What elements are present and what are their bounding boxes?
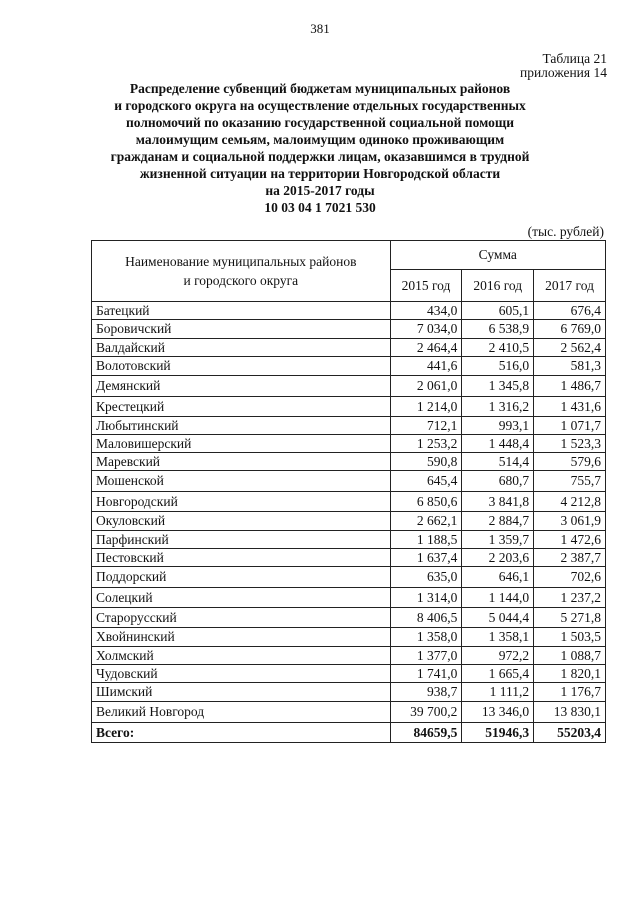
district-name-cell: Боровичский: [92, 320, 391, 339]
amount-cell-2017: 1 486,7: [534, 376, 606, 397]
table-row: [92, 683, 606, 702]
amount-cell-2015: 8 406,5: [390, 608, 462, 628]
amount-cell-2015: 635,0: [390, 567, 462, 588]
table-row: [92, 339, 606, 357]
table-row: [92, 320, 606, 339]
amount-cell-2016: 516,0: [462, 357, 534, 376]
amount-cell-2016: 1 316,2: [462, 397, 534, 417]
amount-cell-2015: 2 662,1: [390, 512, 462, 531]
table-row: [92, 588, 606, 608]
amount-cell-2015: 1 214,0: [390, 397, 462, 417]
district-name-cell: Волотовский: [92, 357, 391, 376]
page-number: 381: [310, 21, 330, 36]
district-name-cell: Шимский: [92, 683, 391, 702]
district-name-cell: Солецкий: [92, 588, 391, 608]
amount-cell-2016: 646,1: [462, 567, 534, 588]
district-name-cell: Окуловский: [92, 512, 391, 531]
amount-cell-2017: 579,6: [534, 453, 606, 471]
amount-cell-2017: 1 523,3: [534, 435, 606, 453]
title-line: гражданам и социальной поддержки лицам, оказавшимся в трудной: [110, 149, 530, 164]
district-name-cell: Хвойнинский: [92, 628, 391, 647]
district-name-cell: Старорусский: [92, 608, 391, 628]
district-name-cell: Поддорский: [92, 567, 391, 588]
amount-cell-2017: 2 387,7: [534, 549, 606, 567]
amount-cell-2016: 1 448,4: [462, 435, 534, 453]
header-name-line2: и городского округа: [183, 273, 299, 288]
title-line: полномочий по оказанию государственной социальной помощи: [125, 115, 515, 130]
district-name-cell: Демянский: [92, 376, 391, 397]
district-name-cell: Новгородский: [92, 492, 391, 512]
total-cell-2017: 55203,4: [534, 723, 606, 743]
table-ref-line2: приложения 14: [519, 65, 607, 80]
header-sum: Сумма: [390, 241, 605, 270]
amount-cell-2017: 676,4: [534, 302, 606, 320]
amount-cell-2016: 2 884,7: [462, 512, 534, 531]
title-line: малоимущим семьям, малоимущим одиноко проживающим: [135, 132, 505, 147]
table-row: [92, 417, 606, 435]
amount-cell-2017: 581,3: [534, 357, 606, 376]
table-row: [92, 397, 606, 417]
table-row: [92, 471, 606, 492]
amount-cell-2017: 1 088,7: [534, 647, 606, 665]
amount-cell-2017: 1 820,1: [534, 665, 606, 683]
title-line: и городского округа на осуществление отдельных государственных: [114, 98, 526, 113]
district-name-cell: Чудовский: [92, 665, 391, 683]
total-row: [92, 723, 606, 743]
district-name-cell: Батецкий: [92, 302, 391, 320]
table-reference: [520, 52, 607, 80]
amount-cell-2015: 1 188,5: [390, 531, 462, 549]
table-row: [92, 608, 606, 628]
header-name: [92, 241, 391, 302]
amount-cell-2017: 755,7: [534, 471, 606, 492]
amount-cell-2017: 1 503,5: [534, 628, 606, 647]
table-row: [92, 376, 606, 397]
total-cell-2016: 51946,3: [462, 723, 534, 743]
district-name-cell: Мошенской: [92, 471, 391, 492]
amount-cell-2016: 13 346,0: [462, 702, 534, 723]
header-year-2017: 2017 год: [534, 270, 606, 302]
table-row: [92, 549, 606, 567]
amount-cell-2016: 1 111,2: [462, 683, 534, 702]
amount-cell-2016: 2 410,5: [462, 339, 534, 357]
district-name-cell: Крестецкий: [92, 397, 391, 417]
amount-cell-2016: 514,4: [462, 453, 534, 471]
district-name-cell: Парфинский: [92, 531, 391, 549]
amount-cell-2016: 680,7: [462, 471, 534, 492]
district-name-cell: Пестовский: [92, 549, 391, 567]
amount-cell-2016: 2 203,6: [462, 549, 534, 567]
amount-cell-2017: 1 176,7: [534, 683, 606, 702]
table-row: [92, 665, 606, 683]
table-row: [92, 453, 606, 471]
title-line: жизненной ситуации на территории Новгородской области: [139, 166, 501, 181]
table-row: [92, 357, 606, 376]
amount-cell-2016: 1 665,4: [462, 665, 534, 683]
amount-cell-2016: 1 358,1: [462, 628, 534, 647]
amount-cell-2015: 645,4: [390, 471, 462, 492]
amount-cell-2015: 2 061,0: [390, 376, 462, 397]
amount-cell-2016: 6 538,9: [462, 320, 534, 339]
table-row: [92, 628, 606, 647]
amount-cell-2016: 3 841,8: [462, 492, 534, 512]
amount-cell-2015: 1 358,0: [390, 628, 462, 647]
amount-cell-2016: 993,1: [462, 417, 534, 435]
amount-cell-2016: 1 144,0: [462, 588, 534, 608]
amount-cell-2015: 434,0: [390, 302, 462, 320]
header-year-2015: 2015 год: [390, 270, 462, 302]
table-row: [92, 647, 606, 665]
table-row: [92, 512, 606, 531]
amount-cell-2017: 5 271,8: [534, 608, 606, 628]
table-row: [92, 531, 606, 549]
document-title: [70, 80, 570, 216]
amount-cell-2015: 1 637,4: [390, 549, 462, 567]
table-row: [92, 302, 606, 320]
subvention-table: [91, 240, 606, 743]
amount-cell-2017: 6 769,0: [534, 320, 606, 339]
amount-cell-2017: 3 061,9: [534, 512, 606, 531]
table-row: [92, 567, 606, 588]
amount-cell-2015: 441,6: [390, 357, 462, 376]
amount-cell-2015: 1 253,2: [390, 435, 462, 453]
district-name-cell: Валдайский: [92, 339, 391, 357]
amount-cell-2015: 2 464,4: [390, 339, 462, 357]
amount-cell-2017: 1 431,6: [534, 397, 606, 417]
table-row: [92, 702, 606, 723]
units-label: (тыс. рублей): [527, 224, 604, 239]
header-year-2016: 2016 год: [462, 270, 534, 302]
amount-cell-2015: 6 850,6: [390, 492, 462, 512]
amount-cell-2016: 5 044,4: [462, 608, 534, 628]
district-name-cell: Маловишерский: [92, 435, 391, 453]
amount-cell-2017: 1 472,6: [534, 531, 606, 549]
amount-cell-2015: 1 377,0: [390, 647, 462, 665]
total-cell-2015: 84659,5: [390, 723, 462, 743]
amount-cell-2015: 1 314,0: [390, 588, 462, 608]
amount-cell-2015: 590,8: [390, 453, 462, 471]
district-name-cell: Холмский: [92, 647, 391, 665]
amount-cell-2015: 39 700,2: [390, 702, 462, 723]
district-name-cell: Великий Новгород: [92, 702, 391, 723]
total-label: Всего:: [92, 723, 391, 743]
table-row: [92, 492, 606, 512]
amount-cell-2016: 605,1: [462, 302, 534, 320]
district-name-cell: Маревский: [92, 453, 391, 471]
amount-cell-2017: 702,6: [534, 567, 606, 588]
title-line: на 2015-2017 годы: [265, 183, 375, 198]
amount-cell-2017: 13 830,1: [534, 702, 606, 723]
table-body: [92, 302, 606, 743]
amount-cell-2015: 1 741,0: [390, 665, 462, 683]
amount-cell-2017: 2 562,4: [534, 339, 606, 357]
district-name-cell: Любытинский: [92, 417, 391, 435]
amount-cell-2015: 7 034,0: [390, 320, 462, 339]
amount-cell-2016: 1 345,8: [462, 376, 534, 397]
title-line: Распределение субвенций бюджетам муниципальных районов: [129, 81, 511, 96]
header-name-line1: Наименование муниципальных районов: [125, 254, 357, 269]
amount-cell-2017: 1 237,2: [534, 588, 606, 608]
table-row: [92, 435, 606, 453]
amount-cell-2015: 938,7: [390, 683, 462, 702]
budget-code: 10 03 04 1 7021 530: [264, 200, 376, 215]
table-ref-line1: Таблица 21: [542, 51, 607, 66]
amount-cell-2015: 712,1: [390, 417, 462, 435]
amount-cell-2016: 972,2: [462, 647, 534, 665]
amount-cell-2017: 4 212,8: [534, 492, 606, 512]
amount-cell-2016: 1 359,7: [462, 531, 534, 549]
amount-cell-2017: 1 071,7: [534, 417, 606, 435]
